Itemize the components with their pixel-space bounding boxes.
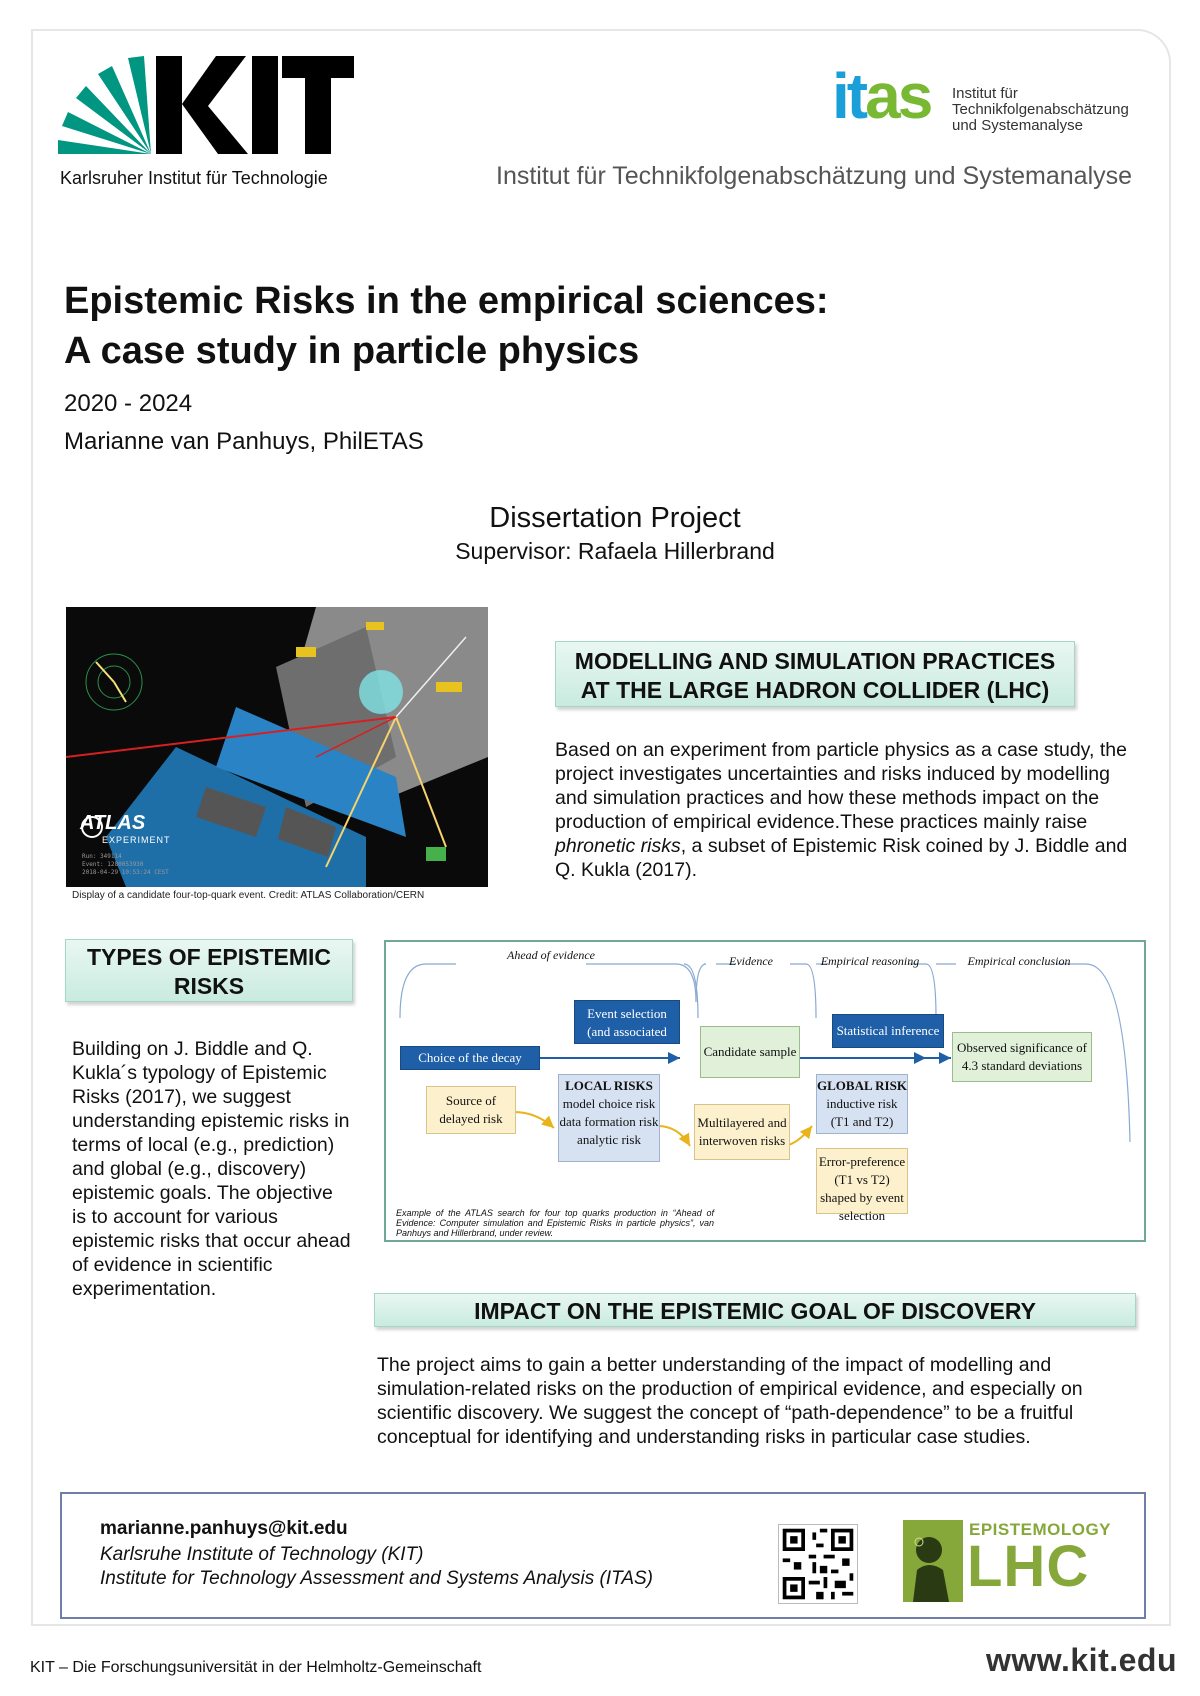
institute-name: Institut für Technikfolgenabschätzung und Systemanalyse — [496, 162, 1133, 190]
title-line-1: Epistemic Risks in the empirical sciences: — [64, 280, 829, 322]
para-text: , a subset of Epistemic Risk coined by J. Biddle and Q. Kukla (2017). — [555, 835, 1128, 881]
author: Marianne van Panhuys, PhilETAS — [64, 428, 424, 455]
modelling-heading — [555, 641, 1075, 707]
footer-tagline: KIT – Die Forschungsuniversität in der Helmholtz-Gemeinschaft — [30, 1659, 482, 1676]
event-info — [82, 853, 169, 877]
image-caption: Display of a candidate four-top-quark event. Credit: ATLAS Collaboration/CERN — [72, 890, 425, 901]
candidate-sample-box: Candidate sample — [700, 1026, 800, 1078]
global-risk-items: inductive risk (T1 and T2) — [826, 1096, 898, 1129]
diagram-header: Empirical reasoning — [820, 954, 920, 968]
impact-paragraph: The project aims to gain a better understanding of the impact of modelling and simulation-related risks on the production of empirical evidence, and especially on scientific discovery. We suggest the concept of “path-dependence” to be a fruitful conceptual for identifying and understanding risks in particular case studies. — [377, 1354, 1083, 1448]
kit-logo — [56, 54, 356, 164]
epistemology-lhc-logo — [903, 1520, 1112, 1602]
event-date: 2018-04-29 10:53:24 CEST — [82, 869, 169, 876]
heading-line: MODELLING AND SIMULATION PRACTICES — [574, 648, 1056, 674]
local-risks-items: model choice risk data formation risk analytic risk — [559, 1096, 659, 1147]
atlas-logo: ATLAS — [80, 812, 146, 834]
qr-code — [778, 1524, 858, 1604]
heading-line: RISKS — [173, 973, 245, 999]
global-risk-title: GLOBAL RISK — [817, 1078, 907, 1093]
heading-line: AT THE LARGE HADRON COLLIDER (LHC) — [580, 677, 1050, 703]
event-number: Event: 1280053930 — [82, 861, 144, 868]
observed-significance-box: Observed significance of 4.3 standard deviations — [952, 1032, 1092, 1082]
contact-institute: Institute for Technology Assessment and Systems Analysis (ITAS) — [100, 1568, 653, 1589]
diagram-header: Evidence — [729, 954, 773, 968]
decay-channel-box: Choice of the decay channel — [400, 1046, 540, 1070]
itas-sub-line: Technikfolgenabschätzung — [952, 101, 1129, 118]
local-risks-title: LOCAL RISKS — [565, 1078, 653, 1093]
qr-pattern — [779, 1525, 857, 1603]
risk-diagram — [384, 940, 1146, 1242]
error-preference-box: Error-preference (T1 vs T2) shaped by event selection — [816, 1148, 908, 1214]
footer-url[interactable]: www.kit.edu — [986, 1642, 1177, 1678]
global-risk-box — [816, 1074, 908, 1134]
source-delayed-risk-box: Source of delayed risk — [426, 1086, 516, 1134]
title-line-2: A case study in particle physics — [64, 330, 640, 372]
lhc-logo-figure — [903, 1520, 963, 1602]
modelling-paragraph — [555, 738, 1145, 882]
diagram-caption: Example of the ATLAS search for four top quarks production in “Ahead of Evidence: Computer simulation and Epistemic Risks in particle physics”, van Panhuys and Hillerbrand, under review. — [396, 1208, 714, 1238]
itas-sub-line: Institut für — [952, 85, 1018, 102]
contact-institution: Karlsruhe Institute of Technology (KIT) — [100, 1544, 424, 1565]
itas-logo: itas — [832, 60, 931, 132]
types-paragraph: Building on J. Biddle and Q. Kukla´s typology of Epistemic Risks (2017), we suggest understanding epistemic risks in terms of local (e.g., prediction) and global (e.g., discovery) epistemic goals. The objective is to account for various epistemic risks that occur ahead of evidence in scientific experimentation. — [72, 1038, 351, 1300]
local-risks-box — [558, 1074, 660, 1162]
supervisor: Supervisor: Rafaela Hillerbrand — [455, 538, 775, 564]
diagram-header: Ahead of evidence — [507, 948, 595, 962]
heading-line: TYPES OF EPISTEMIC — [86, 944, 332, 970]
project-type: Dissertation Project — [489, 502, 741, 534]
itas-sub-line: und Systemanalyse — [952, 117, 1083, 134]
contact-email[interactable]: marianne.panhuys@kit.edu — [100, 1518, 348, 1539]
para-emphasis: phronetic risks — [555, 835, 681, 857]
event-selection-box: Event selection (and associated tasks) — [574, 1000, 680, 1044]
atlas-event-image — [66, 607, 488, 887]
types-heading — [65, 939, 353, 1002]
multilayered-risks-box: Multilayered and interwoven risks — [694, 1104, 790, 1160]
statistical-inference-box: Statistical inference — [832, 1014, 944, 1048]
itas-logo-subtitle — [952, 86, 1129, 134]
poster-title — [64, 276, 829, 376]
logo-main-text: LHC — [967, 1534, 1090, 1599]
event-run: Run: 349114 — [82, 853, 122, 860]
logo-top-text: EPISTEMOLOGY — [969, 1520, 1112, 1539]
para-text: Based on an experiment from particle physics as a case study, the project investigates uncertainties and risks induced by modelling and simulation practices and how these methods impact on the production of empirical evidence.These practices mainly raise — [555, 739, 1127, 833]
event-graphic — [66, 607, 488, 887]
kit-subtitle: Karlsruher Institut für Technologie — [60, 168, 328, 188]
atlas-logo-sub: EXPERIMENT — [102, 835, 171, 845]
project-years: 2020 - 2024 — [64, 390, 193, 417]
impact-heading: IMPACT ON THE EPISTEMIC GOAL OF DISCOVERY — [374, 1293, 1136, 1327]
diagram-header: Empirical conclusion — [967, 954, 1071, 968]
